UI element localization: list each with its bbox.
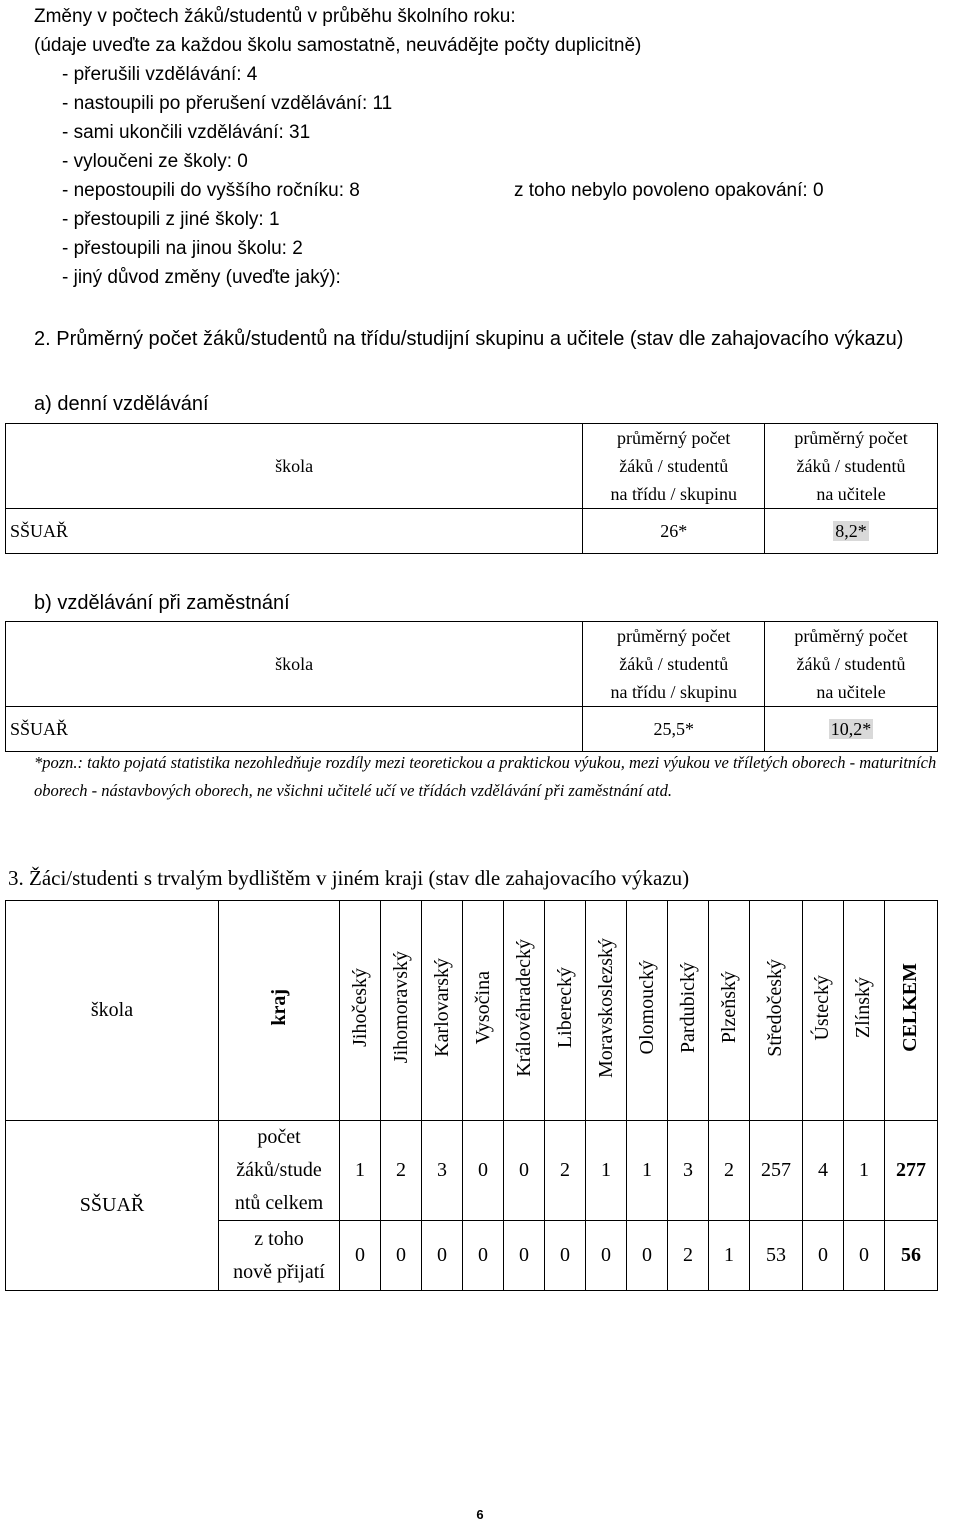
section2-heading xyxy=(34,322,934,356)
region-header xyxy=(504,901,545,1121)
region-header xyxy=(627,901,668,1121)
header-line: na třídu / skupinu xyxy=(610,484,737,504)
per-teacher-header xyxy=(765,424,938,509)
kraj-header: kraj xyxy=(267,989,290,1026)
footnote-prefix: *pozn. xyxy=(34,753,78,772)
school-header: škola xyxy=(275,653,314,674)
count-cell: 0 xyxy=(463,1121,504,1221)
changes-subtitle: (údaje uveďte za každou školu samostatně, neuvádějte počty duplicitně) xyxy=(34,35,642,56)
change-item: - jiný důvod změny (uveďte jaký): xyxy=(62,267,341,288)
total-header xyxy=(884,901,937,1121)
header-line: žáků / studentů xyxy=(796,654,906,674)
count-cell: 0 xyxy=(843,1221,884,1291)
total-cell: 56 xyxy=(884,1221,937,1291)
region-header xyxy=(381,901,422,1121)
region-header xyxy=(843,901,884,1121)
count-cell: 0 xyxy=(463,1221,504,1291)
label-line: nově přijatí xyxy=(233,1260,325,1283)
regions-table xyxy=(5,900,938,1291)
per-teacher-header xyxy=(765,622,938,707)
header-line: žáků / studentů xyxy=(619,654,729,674)
change-item: - nastoupili po přerušení vzdělávání: 11 xyxy=(62,93,393,114)
changes-section xyxy=(34,2,954,292)
change-item: - sami ukončili vzdělávání: 31 xyxy=(62,122,311,143)
count-cell: 2 xyxy=(668,1221,709,1291)
count-cell: 2 xyxy=(381,1121,422,1221)
region-label: Pardubický xyxy=(676,961,699,1054)
per-class-header xyxy=(583,424,765,509)
header-line: na třídu / skupinu xyxy=(610,682,737,702)
change-item: - přerušili vzdělávání: 4 xyxy=(62,64,258,85)
label-line: žáků/stude xyxy=(236,1159,322,1181)
region-label: Zlínský xyxy=(852,976,875,1039)
region-header xyxy=(545,901,586,1121)
count-cell: 53 xyxy=(750,1221,803,1291)
region-label: Královéhradecký xyxy=(512,938,535,1077)
count-cell: 257 xyxy=(750,1121,803,1221)
count-cell: 0 xyxy=(802,1221,843,1291)
region-header xyxy=(668,901,709,1121)
region-header xyxy=(586,901,627,1121)
per-teacher-value: 8,2* xyxy=(835,521,867,541)
per-teacher-value-cell xyxy=(765,509,938,554)
section2-number: 2. xyxy=(34,328,51,350)
header-line: průměrný počet xyxy=(794,626,908,646)
row-label-total xyxy=(219,1121,340,1221)
label-line: ntů celkem xyxy=(234,1192,324,1214)
count-cell: 0 xyxy=(545,1221,586,1291)
total-cell: 277 xyxy=(884,1121,937,1221)
page-number: 6 xyxy=(476,1507,484,1522)
count-cell: 3 xyxy=(422,1121,463,1221)
change-item: - nepostoupili do vyššího ročníku: 8 xyxy=(62,180,360,201)
region-label: Jihomoravský xyxy=(389,951,412,1064)
kraj-header-cell xyxy=(219,901,340,1121)
count-cell: 0 xyxy=(586,1221,627,1291)
section2-title: Průměrný počet žáků/studentů na třídu/studijní skupinu a učitele (stav dle zahajovacího výkazu) xyxy=(56,328,904,350)
footnote-text: : takto pojatá statistika nezohledňuje rozdíly mezi teoretickou a praktickou výukou, mezi výukou ve tříletých oborech - maturitních oborech - nástavbových oborech, ne všichni učitelé učí ve třídách vzdělávání při zaměstnání atd. xyxy=(34,753,937,800)
count-cell: 1 xyxy=(340,1121,381,1221)
header-line: na učitele xyxy=(816,484,886,504)
header-line: na učitele xyxy=(816,682,886,702)
count-cell: 1 xyxy=(709,1221,750,1291)
employed-education-table xyxy=(5,621,938,752)
count-cell: 1 xyxy=(586,1121,627,1221)
daily-education-table xyxy=(5,423,938,554)
count-cell: 1 xyxy=(843,1121,884,1221)
change-item-row xyxy=(34,176,954,205)
count-cell: 0 xyxy=(627,1221,668,1291)
header-line: průměrný počet xyxy=(616,626,731,646)
per-teacher-value-cell xyxy=(765,707,938,752)
region-label: Středočeský xyxy=(764,958,787,1057)
region-header xyxy=(709,901,750,1121)
region-label: Moravskoslezský xyxy=(594,937,617,1078)
employed-education-label: b) vzdělávání při zaměstnání xyxy=(34,592,290,614)
header-line: žáků / studentů xyxy=(619,456,729,476)
count-cell: 0 xyxy=(422,1221,463,1291)
daily-education-label: a) denní vzdělávání xyxy=(34,393,209,415)
repeat-note: z toho nebylo povoleno opakování: 0 xyxy=(514,180,824,201)
label-line: z toho xyxy=(254,1227,304,1250)
count-cell: 0 xyxy=(504,1121,545,1221)
region-label: Jihočeský xyxy=(348,968,371,1047)
per-class-value: 26* xyxy=(583,509,765,554)
change-item: - přestoupili z jiné školy: 1 xyxy=(62,209,280,230)
header-line: průměrný počet xyxy=(616,428,731,448)
change-item: - vyloučeni ze školy: 0 xyxy=(62,151,248,172)
region-header xyxy=(802,901,843,1121)
region-header xyxy=(340,901,381,1121)
region-header xyxy=(463,901,504,1121)
count-cell: 3 xyxy=(668,1121,709,1221)
count-cell: 0 xyxy=(504,1221,545,1291)
header-line: průměrný počet xyxy=(794,428,908,448)
count-cell: 2 xyxy=(545,1121,586,1221)
change-item: - přestoupili na jinou školu: 2 xyxy=(62,238,303,259)
footnote xyxy=(34,749,960,805)
region-label: Karlovarský xyxy=(430,958,453,1057)
school-header-cell xyxy=(6,424,583,509)
header-line: žáků / studentů xyxy=(796,456,906,476)
region-header xyxy=(750,901,803,1121)
count-cell: 0 xyxy=(340,1221,381,1291)
count-cell: 1 xyxy=(627,1121,668,1221)
per-teacher-value: 10,2* xyxy=(830,719,872,739)
region-label: Ústecký xyxy=(811,974,834,1041)
region-label: Liberecký xyxy=(553,966,576,1049)
row-label-new xyxy=(219,1221,340,1291)
label-line: počet xyxy=(257,1126,301,1148)
changes-title: Změny v počtech žáků/studentů v průběhu školního roku: xyxy=(34,6,516,27)
school-header: škola xyxy=(6,901,219,1121)
region-label: Olomoucký xyxy=(635,960,658,1055)
school-name: SŠUAŘ xyxy=(6,1121,219,1291)
region-label: Plzeňský xyxy=(717,971,740,1044)
region-header xyxy=(422,901,463,1121)
school-name: SŠUAŘ xyxy=(6,509,583,554)
count-cell: 4 xyxy=(802,1121,843,1221)
per-class-header xyxy=(583,622,765,707)
section3-heading: 3. Žáci/studenti s trvalým bydlištěm v jiném kraji (stav dle zahajovacího výkazu) xyxy=(8,866,690,890)
per-class-value: 25,5* xyxy=(583,707,765,752)
count-cell: 0 xyxy=(381,1221,422,1291)
school-header: škola xyxy=(275,455,314,476)
region-label: Vysočina xyxy=(471,970,494,1045)
total-label: CELKEM xyxy=(899,963,922,1052)
count-cell: 2 xyxy=(709,1121,750,1221)
school-name: SŠUAŘ xyxy=(6,707,583,752)
school-header-cell xyxy=(6,622,583,707)
